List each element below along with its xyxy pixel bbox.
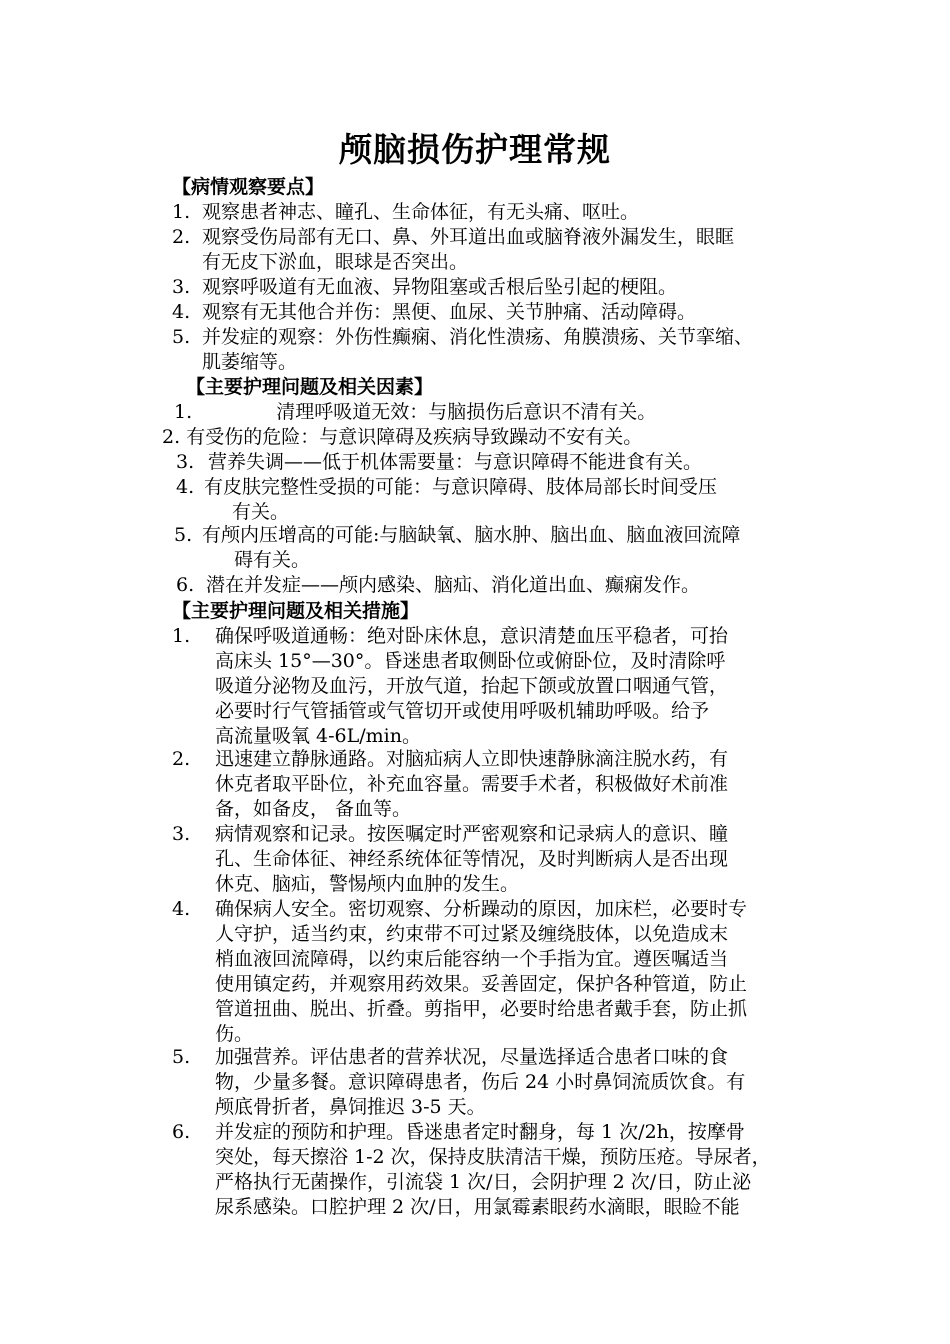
item-number: 5.: [172, 326, 191, 348]
item-text-line: 碍有关。: [234, 549, 311, 571]
item-text-line: 确保病人安全。密切观察、分析躁动的原因，加床栏，必要时专: [215, 898, 748, 920]
section-heading-observation: 【病情观察要点】: [172, 176, 325, 198]
item-number: 2.: [172, 748, 191, 770]
item-number: 3.: [176, 451, 195, 473]
item-text-line: 孔、生命体征、神经系统体征等情况，及时判断病人是否出现: [215, 848, 729, 870]
item-number: 5.: [174, 524, 193, 546]
item-number: 1.: [174, 401, 193, 423]
item-number: 3.: [172, 276, 191, 298]
item-text-line: 并发症的观察：外伤性癫痫、消化性溃疡、角膜溃疡、关节挛缩、: [202, 326, 754, 348]
item-number: 4.: [172, 898, 191, 920]
item-text-line: 人守护，适当约束，约束带不可过紧及缠绕肢体，以免造成末: [215, 923, 729, 945]
item-number: 3.: [172, 823, 191, 845]
item-text-line: 高流量吸氧 4-6L/min。: [215, 725, 421, 747]
item-text-line: 观察有无其他合并伤：黑便、血尿、关节肿痛、活动障碍。: [202, 301, 697, 323]
section-heading-problems-measures: 【主要护理问题及相关措施】: [172, 600, 420, 622]
item-text-line: 并发症的预防和护理。昏迷患者定时翻身，每 1 次/2h，按摩骨: [215, 1121, 745, 1143]
item-text-line: 确保呼吸道通畅：绝对卧床休息，意识清楚血压平稳者，可抬: [215, 625, 729, 647]
item-text-line: 使用镇定药，并观察用药效果。妥善固定，保护各种管道，防止: [215, 973, 748, 995]
item-number: 2.: [162, 426, 181, 448]
item-number: 2.: [172, 226, 191, 248]
item-text-line: 高床头 15°—30°。昏迷患者取侧卧位或俯卧位，及时清除呼: [215, 650, 726, 672]
item-text-line: 清理呼吸道无效：与脑损伤后意识不清有关。: [276, 401, 657, 423]
item-text-line: 梢血液回流障碍，以约束后能容纳一个手指为宜。遵医嘱适当: [215, 948, 729, 970]
item-number: 4.: [176, 476, 195, 498]
item-text-line: 管道扭曲、脱出、折叠。剪指甲，必要时给患者戴手套，防止抓: [215, 998, 748, 1020]
item-text-line: 吸道分泌物及血污，开放气道，抬起下颌或放置口咽通气管，: [215, 675, 729, 697]
item-text-line: 加强营养。评估患者的营养状况，尽量选择适合患者口味的食: [215, 1046, 729, 1068]
section-heading-problems-factors: 【主要护理问题及相关因素】: [186, 376, 434, 398]
item-number: 1.: [172, 201, 191, 223]
item-text-line: 观察呼吸道有无血液、异物阻塞或舌根后坠引起的梗阻。: [202, 276, 678, 298]
item-text-line: 肌萎缩等。: [202, 351, 298, 373]
item-text-line: 有关。: [232, 501, 290, 523]
list-item: [162, 425, 642, 450]
item-text-line: 突处，每天擦浴 1-2 次，保持皮肤清洁干燥，预防压疮。导尿者，: [215, 1146, 771, 1168]
item-text-line: 病情观察和记录。按医嘱定时严密观察和记录病人的意识、瞳: [215, 823, 729, 845]
item-text-line: 迅速建立静脉通路。对脑疝病人立即快速静脉滴注脱水药，有: [215, 748, 729, 770]
item-text-line: 休克、脑疝，警惕颅内血肿的发生。: [215, 873, 520, 895]
item-text-line: 营养失调——低于机体需要量：与意识障碍不能进食有关。: [208, 451, 703, 473]
item-text-line: 尿系感染。口腔护理 2 次/日，用氯霉素眼药水滴眼，眼睑不能: [215, 1196, 740, 1218]
item-number: 1.: [172, 625, 191, 647]
list-item: [174, 400, 656, 425]
item-text-line: 潜在并发症——颅内感染、脑疝、消化道出血、癫痫发作。: [206, 574, 701, 596]
item-text-line: 严格执行无菌操作，引流袋 1 次/日，会阴护理 2 次/日，防止泌: [215, 1171, 752, 1193]
item-text-line: 有皮肤完整性受损的可能：与意识障碍、肢体局部长时间受压: [204, 476, 718, 498]
item-number: 4.: [172, 301, 191, 323]
item-text-line: 有受伤的危险：与意识障碍及疾病导致躁动不安有关。: [186, 426, 643, 448]
item-text-line: 伤。: [215, 1023, 254, 1045]
item-text-line: 观察受伤局部有无口、鼻、外耳道出血或脑脊液外漏发生，眼眶: [202, 226, 735, 248]
item-text-line: 观察患者神志、瞳孔、生命体征，有无头痛、呕吐。: [202, 201, 640, 223]
item-text-line: 颅底骨折者，鼻饲推迟 3-5 天。: [215, 1096, 486, 1118]
item-number: 6.: [176, 574, 195, 596]
item-text-line: 必要时行气管插管或气管切开或使用呼吸机辅助呼吸。给予: [215, 700, 710, 722]
item-number: 6.: [172, 1121, 191, 1143]
item-text-line: 有颅内压增高的可能:与脑缺氧、脑水肿、脑出血、脑血液回流障: [202, 524, 741, 546]
item-text-line: 物，少量多餐。意识障碍患者，伤后 24 小时鼻饲流质饮食。有: [215, 1071, 746, 1093]
item-number: 5.: [172, 1046, 191, 1068]
document-title: 颅脑损伤护理常规: [339, 130, 611, 169]
item-text-line: 休克者取平卧位，补充血容量。需要手术者，积极做好术前准: [215, 773, 729, 795]
item-text-line: 有无皮下淤血，眼球是否突出。: [202, 251, 469, 273]
item-text-line: 备，如备皮， 备血等。: [215, 798, 412, 820]
